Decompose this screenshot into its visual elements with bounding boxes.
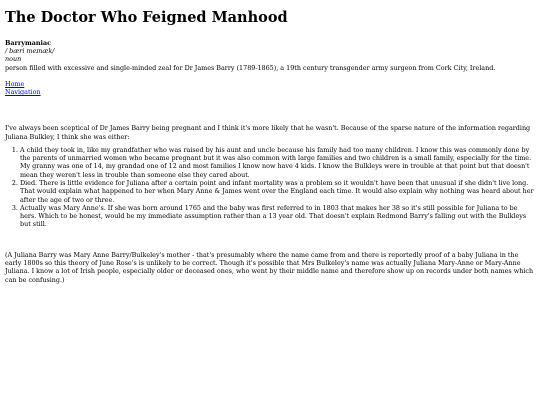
definition-part-of-speech: noun (5, 55, 22, 64)
definition-block (5, 39, 534, 72)
nav-links (5, 80, 534, 96)
list-item: 3. Actually was Mary Anne's. If she was born around 1765 and the baby was first referred to in 1803 that makes her 38 so it's still possible for Juliana to be hers. Which to be honest, would be my immediate assumption rather than a 13 year old. That doesn't explain Redmond Barry's falling out with the Bulkleys but still. (20, 204, 534, 229)
definition-meaning: person filled with excessive and single-minded zeal for Dr James Barry (1789-1865), a 19th century transgender army surgeon from Cork City, Ireland. (5, 63, 496, 72)
list-item: 2. Died. There is little evidence for Juliana after a certain point and infant mortality was a problem so it wouldn't have been that unusual if she didn't live long. That would explain what happened to her when Mary Anne & James went over the England each time. It would also explain why nothing was heard about her after the age of two or three. (20, 179, 534, 204)
article-intro: I've always been sceptical of Dr James Barry being pregnant and I think it's more likely that he wasn't. Because of the sparse nature of the information regarding Juliana Bulkley, I think she was either: (5, 124, 531, 141)
page-title: The Doctor Who Feigned Manhood (5, 9, 288, 26)
theory-list (5, 146, 534, 229)
navigation-link[interactable]: Navigation (5, 88, 41, 97)
home-link[interactable]: Home (5, 79, 25, 88)
list-item: 1. A child they took in, like my grandfather who was raised by his aunt and uncle because his family had too many children. I know this was commonly done by the parents of unmarried women who became pregnant but it was also common with large families and two children is a small family, especially for the time. My granny was one of 14, my grandad one of 12 and most families I know now have 4 kids. I know the Bulkleys were in trouble at that point but that doesn't mean they weren't less in trouble than someone else they cared about. (20, 146, 534, 179)
definition-term: Barrymaniac (5, 39, 51, 47)
definition-pronunciation: / bæri meɪnæk/ (5, 47, 55, 56)
footnote: (A Juliana Barry was Mary Anne Barry/Bulkeley's mother - that's presumably where the name came from and there is reportedly proof of a baby Juliana in the early 1800s so this theory of June Rose's is unlikely to be correct. Though it's possible that Mrs Bulkeley's name was actually Juliana Mary-Anne or Mary-Anne Juliana. I know a lot of Irish people, especially older or deceased ones, who went by their middle name and therefore show up on records under both names which can be confusing.) (5, 250, 534, 284)
